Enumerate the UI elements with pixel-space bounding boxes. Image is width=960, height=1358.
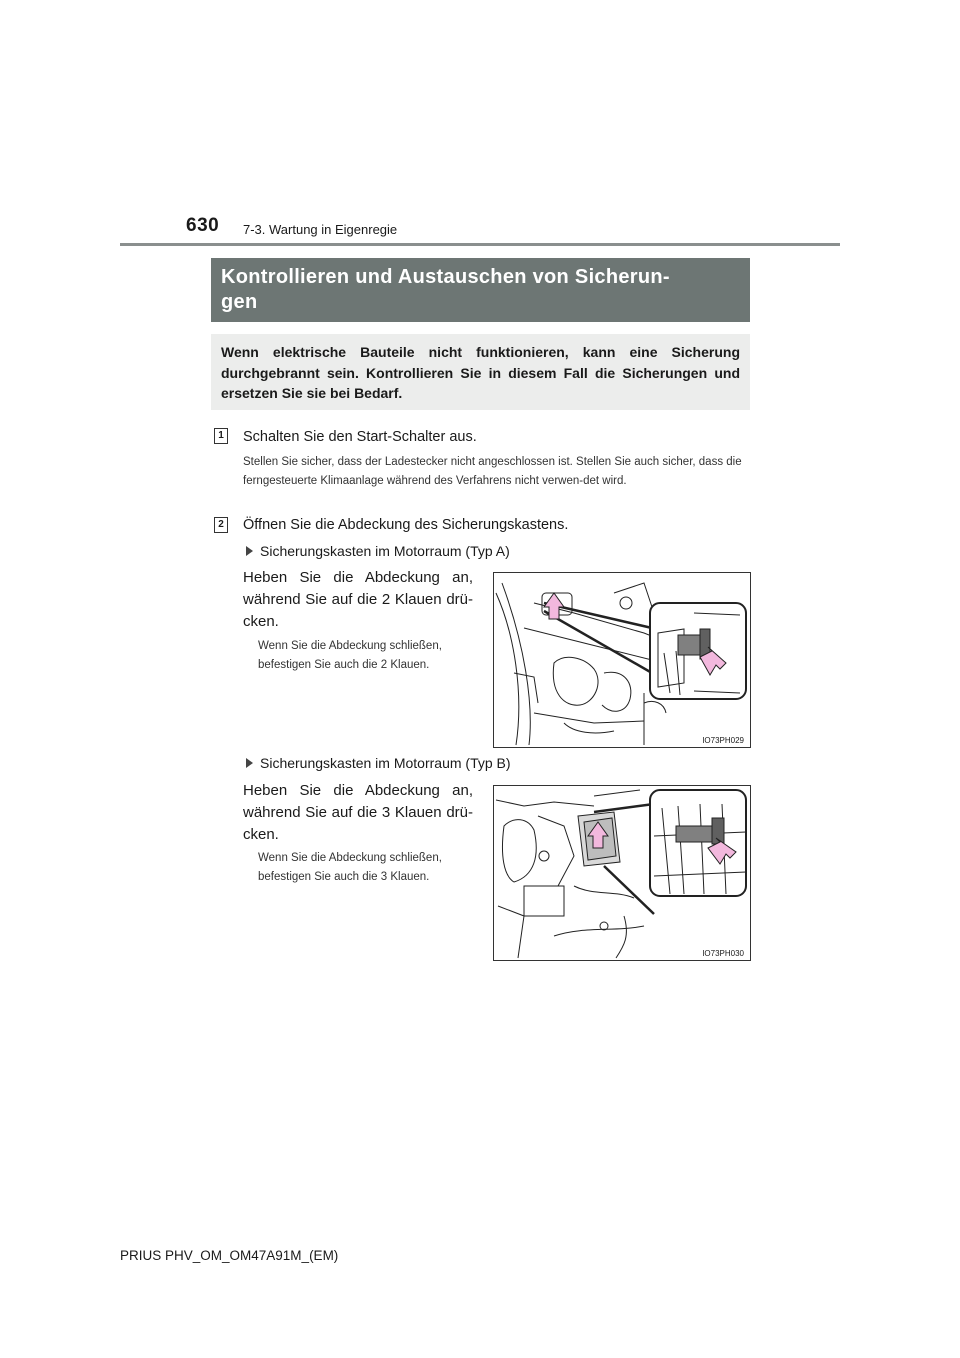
variant-b-instruction: Heben Sie die Abdeckung an, während Sie auf die 3 Klauen drü-cken. xyxy=(243,782,473,843)
variant-b-bullet-label: Sicherungskasten im Motorraum (Typ B) xyxy=(260,755,511,771)
step-2-badge: 2 xyxy=(214,517,228,533)
section-title-line-2: gen xyxy=(221,291,258,313)
bullet-triangle-icon xyxy=(246,546,253,556)
step-2-text: Öffnen Sie die Abdeckung des Sicherungskastens. xyxy=(243,517,569,533)
page-number: 630 xyxy=(186,215,220,236)
engine-bay-illustration-a xyxy=(494,573,750,747)
figure-fuse-box-type-b xyxy=(493,785,751,961)
variant-a-bullet xyxy=(246,543,510,559)
section-title xyxy=(221,265,741,315)
section-title-bar xyxy=(211,258,750,322)
engine-bay-illustration-b xyxy=(494,786,750,960)
footer-doc-id: PRIUS PHV_OM_OM47A91M_(EM) xyxy=(120,1248,339,1263)
intro-text: Wenn elektrische Bauteile nicht funktionieren, kann eine Sicherung durchgebrannt sein. Kontrollieren Sie in diesem Fall die Sicherungen und ersetzen Sie sie bei Bedarf. xyxy=(221,344,740,401)
chapter-title: 7-3. Wartung in Eigenregie xyxy=(243,222,398,237)
variant-a-instruction: Heben Sie die Abdeckung an, während Sie auf die 2 Klauen drü-cken. xyxy=(243,569,473,630)
variant-b-note: Wenn Sie die Abdeckung schließen, befestigen Sie auch die 3 Klauen. xyxy=(258,852,442,883)
intro-box xyxy=(211,334,750,410)
bullet-triangle-icon xyxy=(246,758,253,768)
variant-a-note: Wenn Sie die Abdeckung schließen, befestigen Sie auch die 2 Klauen. xyxy=(258,640,442,671)
variant-b-bullet xyxy=(246,755,511,771)
figure-code-a: IO73PH029 xyxy=(702,736,744,745)
step-1-badge: 1 xyxy=(214,428,228,444)
figure-code-b: IO73PH030 xyxy=(702,949,744,958)
step-1-note: Stellen Sie sicher, dass der Ladestecker nicht angeschlossen ist. Stellen Sie auch sicher, dass die ferngesteuerte Klimaanlage während des Verfahrens nicht verwen-det wird. xyxy=(243,456,742,487)
step-1-text: Schalten Sie den Start-Schalter aus. xyxy=(243,429,477,445)
variant-a-bullet-label: Sicherungskasten im Motorraum (Typ A) xyxy=(260,543,510,559)
section-title-line-1: Kontrollieren und Austauschen von Sicherun- xyxy=(221,266,670,288)
header-rule xyxy=(120,243,840,246)
figure-fuse-box-type-a xyxy=(493,572,751,748)
